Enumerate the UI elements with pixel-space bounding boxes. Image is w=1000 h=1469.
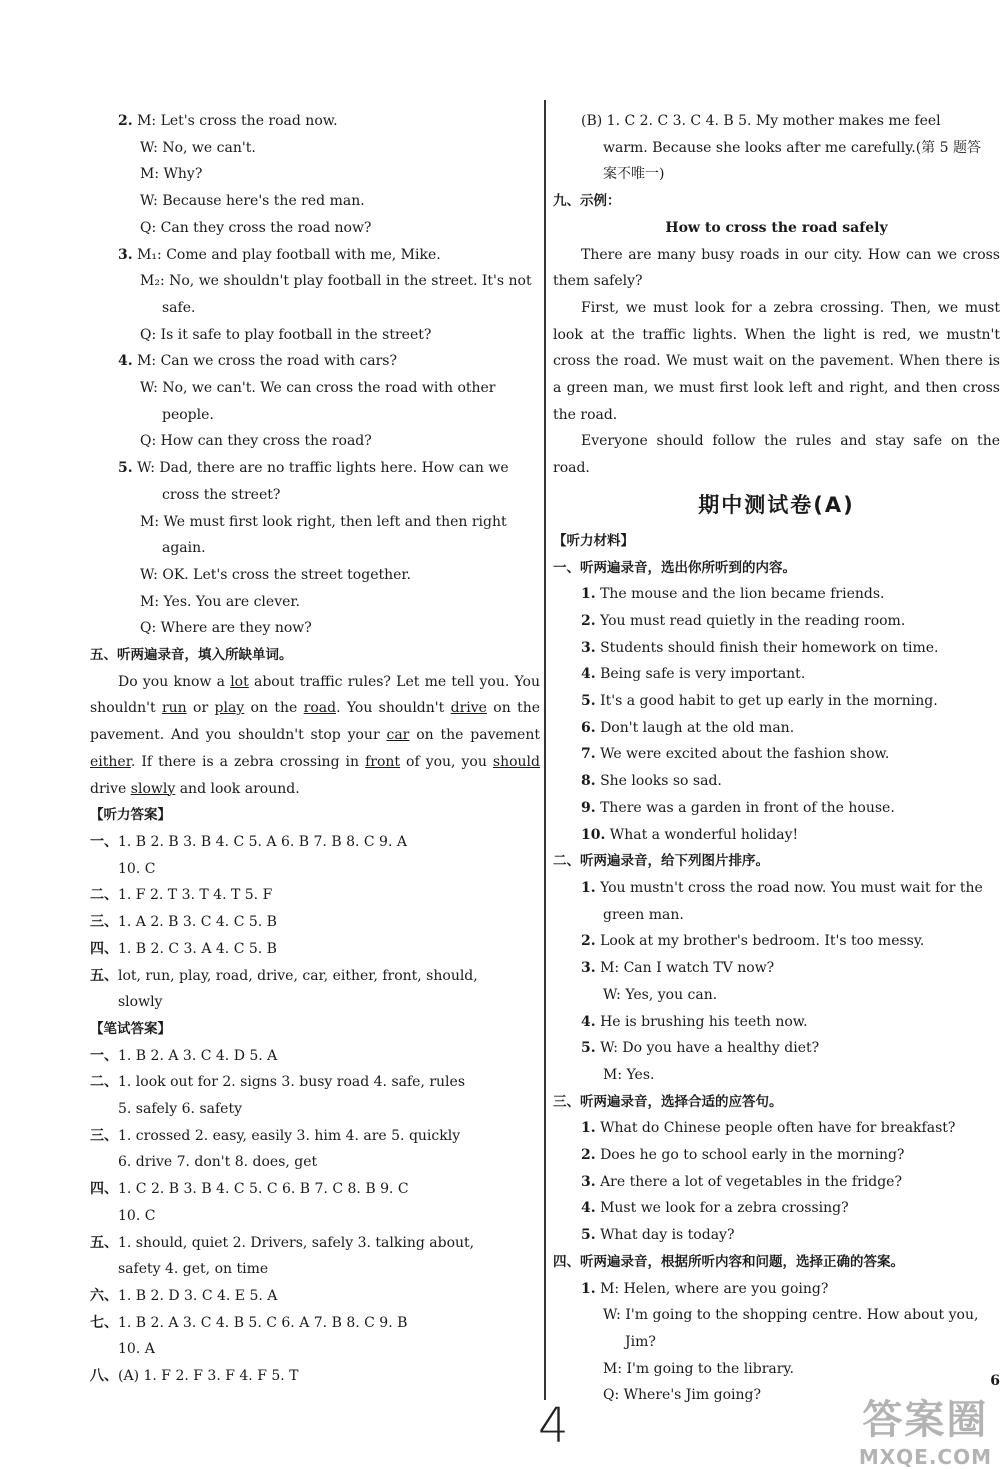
item-number: 4. — [581, 666, 596, 683]
paragraph-text: on the — [244, 700, 304, 717]
item-number: 9. — [581, 799, 596, 816]
text-line — [553, 902, 1000, 929]
filled-blank: slowly — [130, 780, 176, 797]
item-number: 1. — [581, 1280, 596, 1297]
text-line — [90, 856, 540, 883]
right-column — [553, 108, 1000, 1409]
section-heading: 三、听两遍录音，选择合适的应答句。 — [553, 1093, 783, 1110]
text-line — [553, 135, 1000, 162]
item-number: 3. — [581, 639, 596, 656]
line-text: Must we look for a zebra crossing? — [595, 1200, 849, 1217]
answer-label: 二、 — [90, 1074, 118, 1091]
line-text: M: Can we cross the road with cars? — [132, 353, 397, 370]
line-text: W: No, we can't. We can cross the road with other — [140, 380, 496, 397]
line-text: 6. drive 7. don't 8. does, get — [118, 1154, 318, 1171]
filled-blank: lot — [230, 673, 249, 690]
filled-blank: drive — [450, 700, 487, 717]
line-text: Jim? — [625, 1333, 656, 1350]
answer-text: lot, run, play, road, drive, car, either, front, should, — [118, 967, 478, 984]
text-line — [90, 215, 540, 242]
item-number: 2. — [581, 1147, 596, 1164]
line-text: W: Because here's the red man. — [140, 193, 365, 210]
answer-text: (A) 1. F 2. F 3. F 4. F 5. T — [118, 1368, 299, 1385]
item-number: 5. — [581, 1227, 596, 1244]
text-line — [90, 135, 540, 162]
text-line — [90, 1203, 540, 1230]
answer-label: 四、 — [90, 940, 118, 957]
text-line — [90, 1256, 540, 1283]
answer-line — [90, 829, 540, 856]
paragraph-text: and look around. — [175, 780, 300, 797]
answer-heading: 【听力答案】 — [90, 807, 171, 824]
paragraph-text: . If there is a zebra crossing in — [130, 753, 366, 770]
line-text: W: OK. Let's cross the street together. — [140, 566, 412, 583]
section-heading: 四、听两遍录音，根据所听内容和问题，选择正确的答案。 — [553, 1253, 904, 1270]
line-text: You mustn't cross the road now. You must wait for the — [595, 879, 983, 896]
answer-line — [90, 1123, 540, 1150]
text-line — [553, 1169, 1000, 1196]
item-number: 4. — [581, 1013, 596, 1030]
text-line — [553, 661, 1000, 688]
text-line — [553, 741, 1000, 768]
essay-paragraph: First, we must look for a zebra crossing. Then, we must look at the traffic lights. When the light is red, we mustn't cross the road. We must wait on the pavement. When there is a green man, we must first look left and right, and then cross the road. — [553, 299, 1000, 423]
item-number: 3. — [581, 960, 596, 977]
line-text: Q: Where's Jim going? — [603, 1387, 761, 1404]
text-line — [90, 1149, 540, 1176]
item-number: 1. — [581, 1120, 596, 1137]
line-text: M: Let's cross the road now. — [132, 113, 338, 129]
item-number: 7. — [581, 746, 596, 763]
item-number: 3. — [581, 1173, 596, 1190]
text-line — [553, 1035, 1000, 1062]
paragraph-text: drive — [90, 780, 131, 797]
line-text: Q: Where are they now? — [140, 620, 312, 637]
essay-title: How to cross the road safely — [665, 219, 888, 236]
answer-label: 四、 — [90, 1181, 118, 1198]
text-line — [90, 428, 540, 455]
section-heading: 五、听两遍录音，填入所缺单词。 — [90, 647, 293, 664]
answer-text: 1. look out for 2. signs 3. busy road 4. safe, rules — [118, 1074, 466, 1091]
line-text: 10. C — [118, 1207, 156, 1224]
item-number: 1. — [581, 879, 596, 896]
text-line — [90, 615, 540, 642]
line-text: Q: Can they cross the road now? — [140, 219, 372, 236]
text-line — [553, 108, 1000, 135]
line-text: cross the street? — [162, 486, 281, 503]
line-text: people. — [162, 406, 214, 423]
item-number: 1. — [581, 586, 596, 603]
line-text: safe. — [162, 299, 196, 316]
essay-paragraph: Everyone should follow the rules and stay safe on the road. — [553, 433, 1000, 477]
answer-text: 1. should, quiet 2. Drivers, safely 3. talking about, — [118, 1234, 475, 1251]
paragraph-text: about traffic rules? Let me tell you. You shouldn't — [90, 673, 540, 717]
text-line — [553, 795, 1000, 822]
text-line — [90, 589, 540, 616]
watermark-logo — [859, 1388, 992, 1469]
answer-label: 一、 — [90, 1047, 118, 1064]
text-line — [553, 875, 1000, 902]
line-text: W: No, we can't. — [140, 139, 256, 156]
filled-blank: play — [214, 700, 245, 717]
answer-line — [90, 1230, 540, 1257]
text-line — [90, 348, 540, 375]
answer-text: 1. B 2. C 3. A 4. C 5. B — [118, 940, 277, 957]
test-title: 期中测试卷(A) — [698, 492, 855, 517]
line-text: 案不唯一) — [603, 166, 665, 183]
text-line — [90, 322, 540, 349]
line-text: M: Why? — [140, 166, 203, 183]
paragraph-text: on the pavement — [409, 727, 540, 744]
text-line — [553, 1329, 1000, 1356]
section-heading: 九、示例： — [553, 193, 621, 210]
line-text: Q: Is it safe to play football in the street? — [140, 326, 432, 343]
text-line — [553, 608, 1000, 635]
text-line — [553, 1115, 1000, 1142]
answer-label: 三、 — [90, 914, 118, 931]
text-line — [553, 982, 1000, 1009]
line-text: 5. safely 6. safety — [118, 1101, 242, 1118]
answer-text: 1. F 2. T 3. T 4. T 5. F — [118, 887, 273, 904]
answer-label: 二、 — [90, 887, 118, 904]
line-text: M: Can I watch TV now? — [595, 960, 775, 977]
text-line — [90, 268, 540, 295]
item-number: 2. — [118, 113, 133, 129]
text-line — [553, 1302, 1000, 1329]
line-text: M: Yes. You are clever. — [140, 593, 300, 610]
paragraph-text: Do you know a — [118, 673, 231, 690]
filled-blank: road — [303, 700, 337, 717]
line-text: You must read quietly in the reading room. — [595, 612, 906, 629]
text-line — [90, 295, 540, 322]
text-line — [553, 1009, 1000, 1036]
item-number: 5. — [581, 693, 596, 710]
line-text: M₂: No, we shouldn't play football in the street. It's not — [140, 273, 532, 290]
line-text: What do Chinese people often have for breakfast? — [595, 1120, 956, 1137]
line-text: Q: How can they cross the road? — [140, 433, 372, 450]
handwritten-mark: 4 — [538, 1398, 569, 1454]
line-text: M: Helen, where are you going? — [595, 1280, 829, 1297]
line-text: M₁: Come and play football with me, Mike. — [132, 246, 441, 263]
answer-line — [90, 882, 540, 909]
answer-text: 1. B 2. A 3. C 4. D 5. A — [118, 1047, 278, 1064]
text-line — [90, 161, 540, 188]
answer-line — [90, 936, 540, 963]
watermark-text: 答案圈 — [862, 1397, 989, 1443]
line-text: green man. — [603, 906, 684, 923]
answer-text: 1. A 2. B 3. C 4. C 5. B — [118, 914, 277, 931]
text-line — [553, 1195, 1000, 1222]
text-line — [90, 989, 540, 1016]
text-line — [90, 455, 540, 482]
line-text: again. — [162, 540, 206, 557]
left-column — [90, 108, 540, 1390]
watermark-url: MXQE.COM — [858, 1445, 992, 1469]
item-number: 2. — [581, 933, 596, 950]
text-line — [553, 768, 1000, 795]
text-line — [553, 161, 1000, 188]
answer-heading: 【听力材料】 — [553, 532, 634, 549]
item-number: 10. — [581, 826, 606, 843]
filled-blank: either — [90, 753, 131, 770]
line-text: M: Yes. — [603, 1066, 655, 1083]
answer-line — [90, 1283, 540, 1310]
text-line — [553, 715, 1000, 742]
text-line — [90, 535, 540, 562]
line-text: Being safe is very important. — [595, 666, 806, 683]
line-text: 10. A — [118, 1341, 155, 1358]
text-line — [90, 509, 540, 536]
answer-line — [90, 1043, 540, 1070]
answer-line — [90, 1363, 540, 1390]
filled-blank: should — [492, 753, 540, 770]
line-text: 10. C — [118, 860, 156, 877]
line-text: Are there a lot of vegetables in the fridge? — [595, 1173, 902, 1190]
item-number: 3. — [118, 246, 133, 263]
line-text: Students should finish their homework on time. — [595, 639, 939, 656]
answer-text: 1. B 2. A 3. C 4. B 5. C 6. A 7. B 8. C 9. B — [118, 1314, 408, 1331]
item-number: 5. — [118, 460, 133, 477]
line-text: (B) 1. C 2. C 3. C 4. B 5. My mother makes me feel — [581, 113, 941, 129]
text-line — [553, 1222, 1000, 1249]
text-line — [90, 108, 540, 135]
answer-label: 五、 — [90, 1234, 118, 1251]
cloze-paragraph — [90, 669, 540, 803]
line-text: W: Do you have a healthy diet? — [595, 1040, 820, 1057]
answer-label: 三、 — [90, 1127, 118, 1144]
line-text: The mouse and the lion became friends. — [595, 586, 885, 603]
line-text: W: Yes, you can. — [603, 986, 718, 1003]
answer-heading: 【笔试答案】 — [90, 1020, 171, 1037]
answer-text: 1. B 2. D 3. C 4. E 5. A — [118, 1287, 278, 1304]
answer-line — [90, 1069, 540, 1096]
answer-line — [90, 1176, 540, 1203]
paragraph-text: of you, you — [400, 753, 493, 770]
line-text: safety 4. get, on time — [118, 1261, 269, 1278]
text-line — [90, 562, 540, 589]
text-line — [553, 1276, 1000, 1303]
line-text: W: I'm going to the shopping centre. How about you, — [603, 1307, 979, 1324]
line-text: It's a good habit to get up early in the morning. — [595, 693, 938, 710]
line-text: What day is today? — [595, 1227, 735, 1244]
text-line — [90, 242, 540, 269]
text-line — [553, 1356, 1000, 1383]
answer-line — [90, 963, 540, 990]
text-line — [90, 188, 540, 215]
text-line — [553, 1142, 1000, 1169]
text-line — [90, 402, 540, 429]
answer-text: 1. B 2. B 3. B 4. C 5. A 6. B 7. B 8. C 9. A — [118, 833, 407, 850]
answer-text: 1. C 2. B 3. B 4. C 5. C 6. B 7. C 8. B 9. C — [118, 1181, 409, 1198]
item-number: 5. — [581, 1040, 596, 1057]
item-number: 4. — [581, 1200, 596, 1217]
line-text: M: We must first look right, then left and then right — [140, 513, 507, 530]
item-number: 8. — [581, 773, 596, 790]
text-line — [553, 822, 1000, 849]
section-heading: 一、听两遍录音，选出你所听到的内容。 — [553, 559, 796, 576]
line-text: What a wonderful holiday! — [605, 826, 799, 843]
item-number: 6. — [581, 719, 596, 736]
text-line — [553, 955, 1000, 982]
line-text: Does he go to school early in the morning? — [595, 1147, 905, 1164]
line-text: warm. Because she looks after me carefully.(第 5 题答 — [603, 139, 981, 156]
page-number: 6 — [990, 1373, 1000, 1389]
line-text: He is brushing his teeth now. — [595, 1013, 808, 1030]
paragraph-text: on the pavement. And you shouldn't stop your — [90, 700, 541, 744]
line-text: She looks so sad. — [595, 773, 722, 790]
answer-label: 六、 — [90, 1287, 118, 1304]
section-heading: 二、听两遍录音，给下列图片排序。 — [553, 853, 769, 870]
text-line — [90, 482, 540, 509]
text-line — [90, 1096, 540, 1123]
column-divider — [544, 100, 546, 1400]
filled-blank: front — [365, 753, 401, 770]
line-text: We were excited about the fashion show. — [595, 746, 890, 763]
text-line — [90, 1336, 540, 1363]
answer-line — [90, 909, 540, 936]
line-text: W: Dad, there are no traffic lights here. How can we — [132, 460, 509, 477]
text-line — [90, 375, 540, 402]
item-number: 2. — [581, 612, 596, 629]
line-text: Don't laugh at the old man. — [595, 719, 795, 736]
text-line — [553, 688, 1000, 715]
filled-blank: run — [161, 700, 187, 717]
line-text: M: I'm going to the library. — [603, 1360, 794, 1377]
answer-line — [90, 1310, 540, 1337]
answer-text: 1. crossed 2. easy, easily 3. him 4. are 5. quickly — [118, 1127, 461, 1144]
paragraph-text: or — [186, 700, 215, 717]
text-line — [553, 928, 1000, 955]
answer-label: 五、 — [90, 967, 118, 984]
text-line — [553, 1062, 1000, 1089]
item-number: 4. — [118, 353, 133, 370]
line-text: Look at my brother's bedroom. It's too messy. — [595, 933, 925, 950]
answer-label: 七、 — [90, 1314, 118, 1331]
line-text: slowly — [118, 994, 163, 1011]
answer-label: 一、 — [90, 833, 118, 850]
text-line — [553, 635, 1000, 662]
text-line — [553, 581, 1000, 608]
line-text: There was a garden in front of the house. — [595, 799, 895, 816]
filled-blank: car — [386, 727, 410, 744]
answer-label: 八、 — [90, 1368, 118, 1385]
essay-paragraph: There are many busy roads in our city. How can we cross them safely? — [553, 246, 1000, 290]
paragraph-text: . You shouldn't — [336, 700, 451, 717]
